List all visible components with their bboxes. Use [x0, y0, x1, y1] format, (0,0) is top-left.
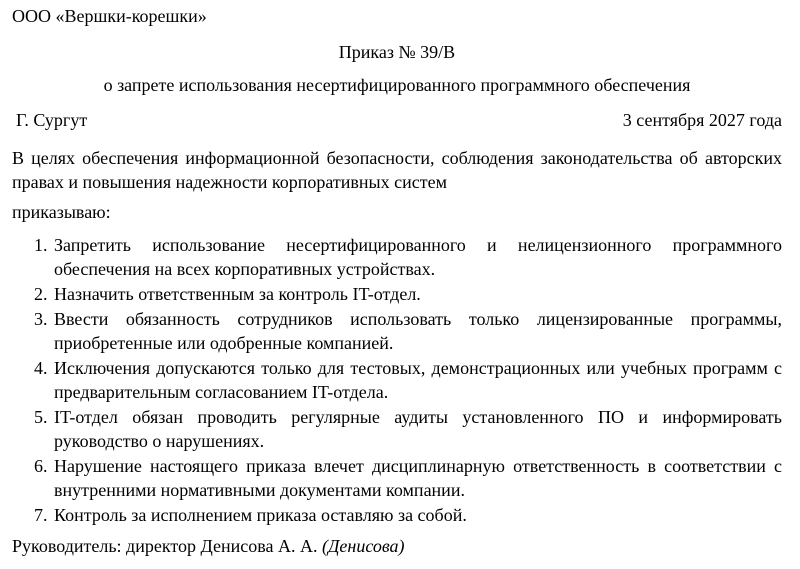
- signature-line: [12, 534, 782, 558]
- item-text: IT-отдел обязан проводить регулярные аудиты установленного ПО и информировать руководство о нарушениях.: [54, 407, 782, 451]
- list-item: [12, 233, 782, 281]
- list-item: [12, 454, 782, 502]
- item-number: 5.: [34, 407, 48, 427]
- item-text: Контроль за исполнением приказа оставляю за собой.: [54, 505, 467, 525]
- item-number: 6.: [34, 456, 48, 476]
- item-number: 4.: [34, 358, 48, 378]
- date: 3 сентября 2027 года: [622, 110, 782, 130]
- list-item: [12, 307, 782, 355]
- signatory-position: Руководитель: директор Денисова А. А.: [12, 536, 318, 556]
- item-text: Исключения допускаются только для тестовых, демонстрационных или учебных программ с предварительным согласованием IT-отдела.: [54, 358, 782, 402]
- list-item: [12, 503, 782, 527]
- order-items-list: [12, 233, 782, 527]
- order-title: Приказ № 39/В: [338, 42, 456, 62]
- order-word: приказываю:: [12, 202, 111, 222]
- organization-name: ООО «Вершки-корешки»: [12, 6, 207, 26]
- list-item: [12, 282, 782, 306]
- item-text: Запретить использование несертифицированного и нелицензионного программного обеспечения на всех корпоративных устройствах.: [54, 235, 782, 279]
- item-number: 7.: [34, 505, 48, 525]
- place: Г. Сургут: [16, 110, 88, 130]
- item-number: 1.: [34, 235, 48, 255]
- item-number: 3.: [34, 309, 48, 329]
- item-number: 2.: [34, 284, 48, 304]
- preamble: В целях обеспечения информационной безопасности, соблюдения законодательства об авторских правах и повышения надежности корпоративных систем: [12, 148, 782, 192]
- order-subtitle: о запрете использования несертифицированного программного обеспечения: [103, 75, 691, 95]
- list-item: [12, 356, 782, 404]
- item-text: Назначить ответственным за контроль IT-отдел.: [54, 284, 421, 304]
- list-item: [12, 405, 782, 453]
- item-text: Нарушение настоящего приказа влечет дисциплинарную ответственность в соответствии с внутренними нормативными документами компании.: [54, 456, 782, 500]
- place-date-row: [12, 108, 782, 132]
- item-text: Ввести обязанность сотрудников использовать только лицензированные программы, приобретенные или одобренные компанией.: [54, 309, 782, 353]
- handwritten-signature: (Денисова): [321, 536, 405, 556]
